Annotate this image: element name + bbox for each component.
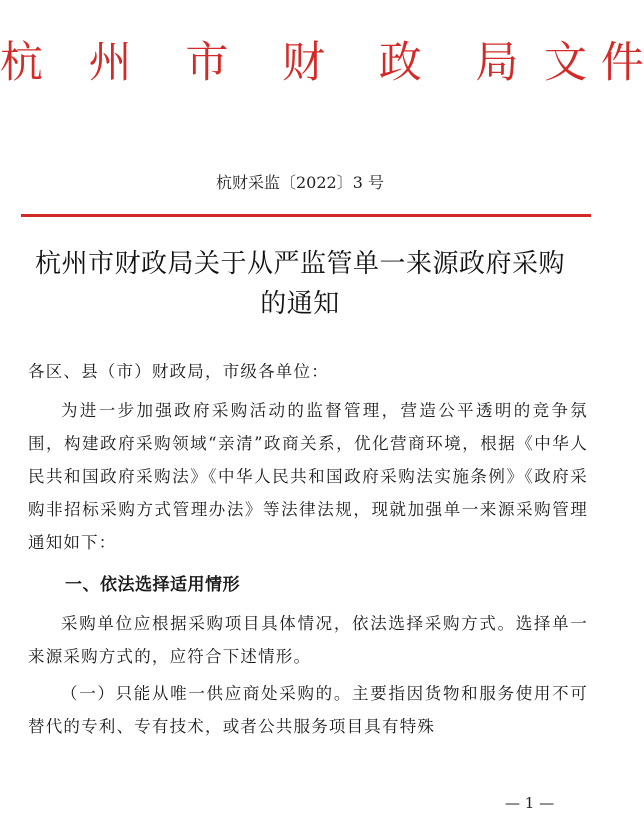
header-char: 州	[88, 38, 132, 88]
header-divider	[21, 214, 591, 217]
header-char: 文	[544, 38, 588, 88]
header-char: 政	[378, 38, 422, 88]
document-title: 杭州市财政局关于从严监管单一来源政府采购的通知	[34, 249, 565, 319]
section-paragraph: 采购单位应根据采购项目具体情况，依法选择采购方式。选择单一来源采购方式的，应符合下述情形。	[28, 614, 588, 666]
header-char: 市	[185, 38, 229, 88]
intro-paragraph: 为进一步加强政府采购活动的监督管理，营造公平透明的竞争氛围，构建政府采购领域“亲清”政商关系，优化营商环境，根据《中华人民共和国政府采购法》《中华人民共和国政府采购法实施条例》《政府采购非招标采购方式管理办法》等法律法规，现就加强单一来源采购管理通知如下：	[28, 401, 588, 552]
header-char: 局	[475, 38, 519, 88]
header-char: 杭	[0, 38, 43, 88]
document-header-org	[0, 38, 644, 88]
salutation: 各区、县（市）财政局，市级各单位：	[28, 362, 329, 381]
header-char: 财	[282, 38, 326, 88]
header-char: 件	[600, 38, 644, 88]
item-paragraph: （一）只能从唯一供应商处采购的。主要指因货物和服务使用不可替代的专利、专有技术，或者公共服务项目具有特殊	[28, 684, 588, 736]
document-number: 杭财采监〔2022〕3 号	[216, 173, 384, 192]
section-heading: 一、依法选择适用情形	[65, 575, 240, 595]
page-number: — 1 —	[505, 794, 555, 812]
